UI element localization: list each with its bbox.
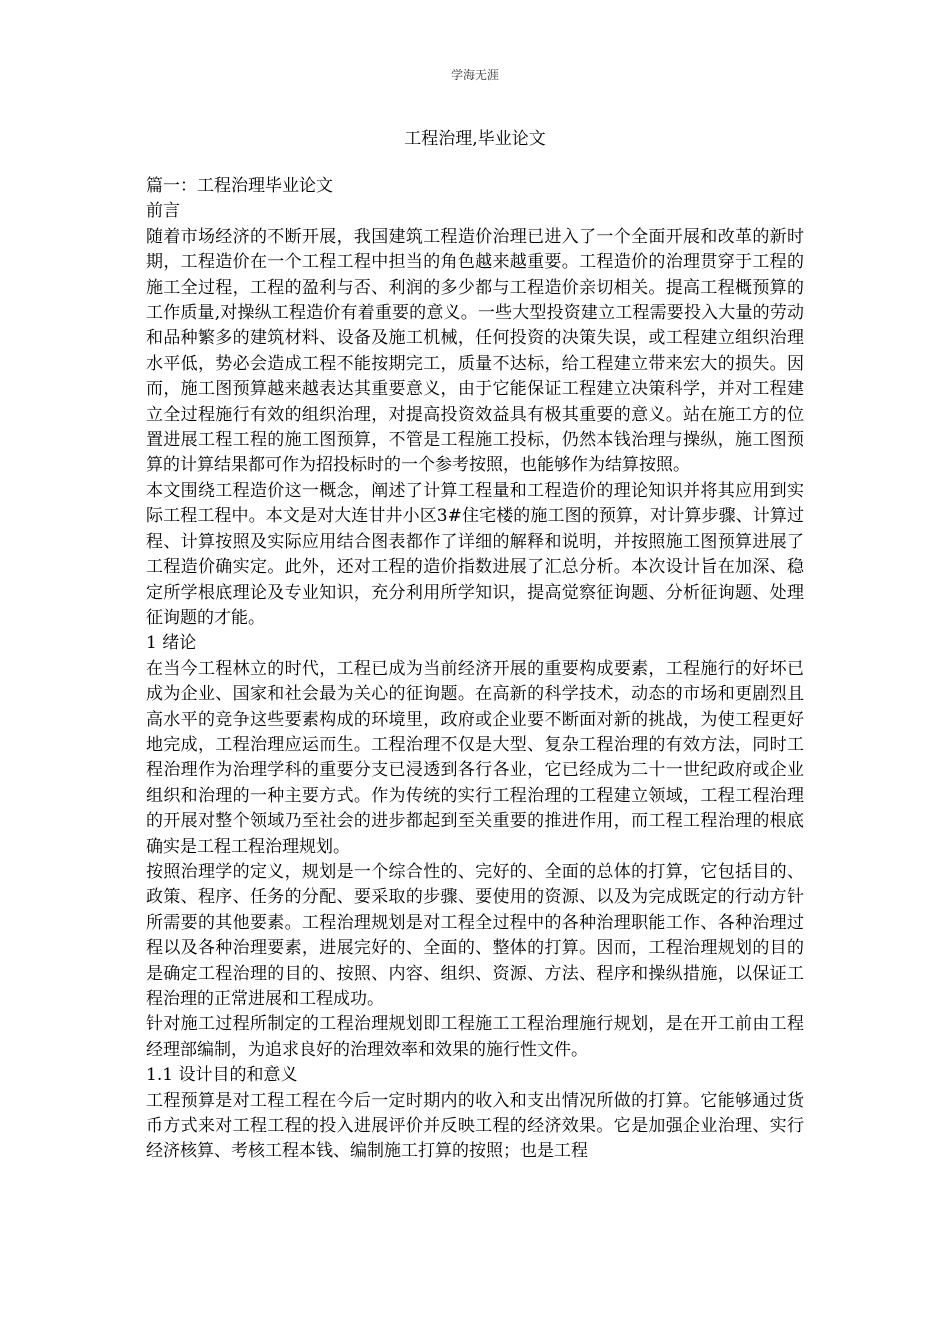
page-header: 学海无涯 bbox=[450, 68, 499, 82]
paragraph: 针对施工过程所制定的工程治理规划即工程施工工程治理施行规划，是在开工前由工程经理部编制，为追求良好的治理效率和效果的施行性文件。 bbox=[146, 1014, 804, 1060]
section-heading: 1 绪论 bbox=[146, 633, 197, 654]
paragraph: 在当今工程林立的时代，工程已成为当前经济开展的重要构成要素，工程施行的好坏已成为企业、国家和社会最为关心的征询题。在高新的科学技术，动态的市场和更剧烈且高水平的竞争这些要素构成的环境里，政府或企业要不断面对新的挑战，为使工程更好地完成，工程治理应运而生。工程治理不仅是大型、复杂工程治理的有效方法，同时工程治理作为治理学科的重要分支已浸透到各行各业，它已经成为二十一世纪政府或企业组织和治理的一种主要方式。作为传统的实行工程治理的工程建立领域，工程工程治理的开展对整个领域乃至社会的进步都起到至关重要的推进作用，而工程工程治理的根底确实是工程工程治理规划。 bbox=[146, 658, 804, 857]
paragraph: 工程预算是对工程工程在今后一定时期内的收入和支出情况所做的打算。它能够通过货币方式来对工程工程的投入进展评价并反映工程的经济效果。它是加强企业治理、实行经济核算、考核工程本钱、编制施工打算的按照；也是工程 bbox=[146, 1090, 804, 1162]
document-body bbox=[146, 174, 804, 1165]
paragraph: 本文围绕工程造价这一概念，阐述了计算工程量和工程造价的理论知识并将其应用到实际工程工程中。本文是对大连甘井小区3#住宅楼的施工图的预算，对计算步骤、计算过程、计算按照及实际应用结合图表都作了详细的解释和说明，并按照施工图预算进展了工程造价确实定。此外，还对工程的造价指数进展了汇总分析。本次设计旨在加深、稳定所学根底理论及专业知识，充分利用所学知识，提高觉察征询题、分析征询题、处理征询题的才能。 bbox=[146, 480, 804, 628]
subsection-heading: 1.1 设计目的和意义 bbox=[146, 1065, 298, 1086]
chapter-heading: 篇一：工程治理毕业论文 bbox=[146, 176, 333, 196]
paragraph: 随着市场经济的不断开展，我国建筑工程造价治理已进入了一个全面开展和改革的新时期，工程造价在一个工程工程中担当的角色越来越重要。工程造价的治理贯穿于工程的施工全过程，工程的盈利与否、利润的多少都与工程造价亲切相关。提高工程概预算的工作质量,对操纵工程造价有着重要的意义。一些大型投资建立工程需要投入大量的劳动和品种繁多的建筑材料、设备及施工机械，任何投资的决策失误，或工程建立组织治理水平低，势必会造成工程不能按期完工，质量不达标，给工程建立带来宏大的损失。因而，施工图预算越来越表达其重要意义，由于它能保证工程建立决策科学，并对工程建立全过程施行有效的组织治理，对提高投资效益具有极其重要的意义。站在施工方的位置进展工程工程的施工图预算，不管是工程施工投标，仍然本钱治理与操纵，施工图预算的计算结果都可作为招投标时的一个参考按照，也能够作为结算按照。 bbox=[146, 226, 804, 476]
paragraph: 按照治理学的定义，规划是一个综合性的、完好的、全面的总体的打算，它包括目的、政策、程序、任务的分配、要采取的步骤、要使用的资源、以及为完成既定的行动方针所需要的其他要素。工程治理规划是对工程全过程中的各种治理职能工作、各种治理过程以及各种治理要素，进展完好的、全面的、整体的打算。因而，工程治理规划的目的是确定工程治理的目的、按照、内容、组织、资源、方法、程序和操纵措施，以保证工程治理的正常进展和工程成功。 bbox=[146, 861, 804, 1009]
document-title: 工程治理,毕业论文 bbox=[404, 129, 546, 149]
preface-heading: 前言 bbox=[146, 201, 180, 222]
